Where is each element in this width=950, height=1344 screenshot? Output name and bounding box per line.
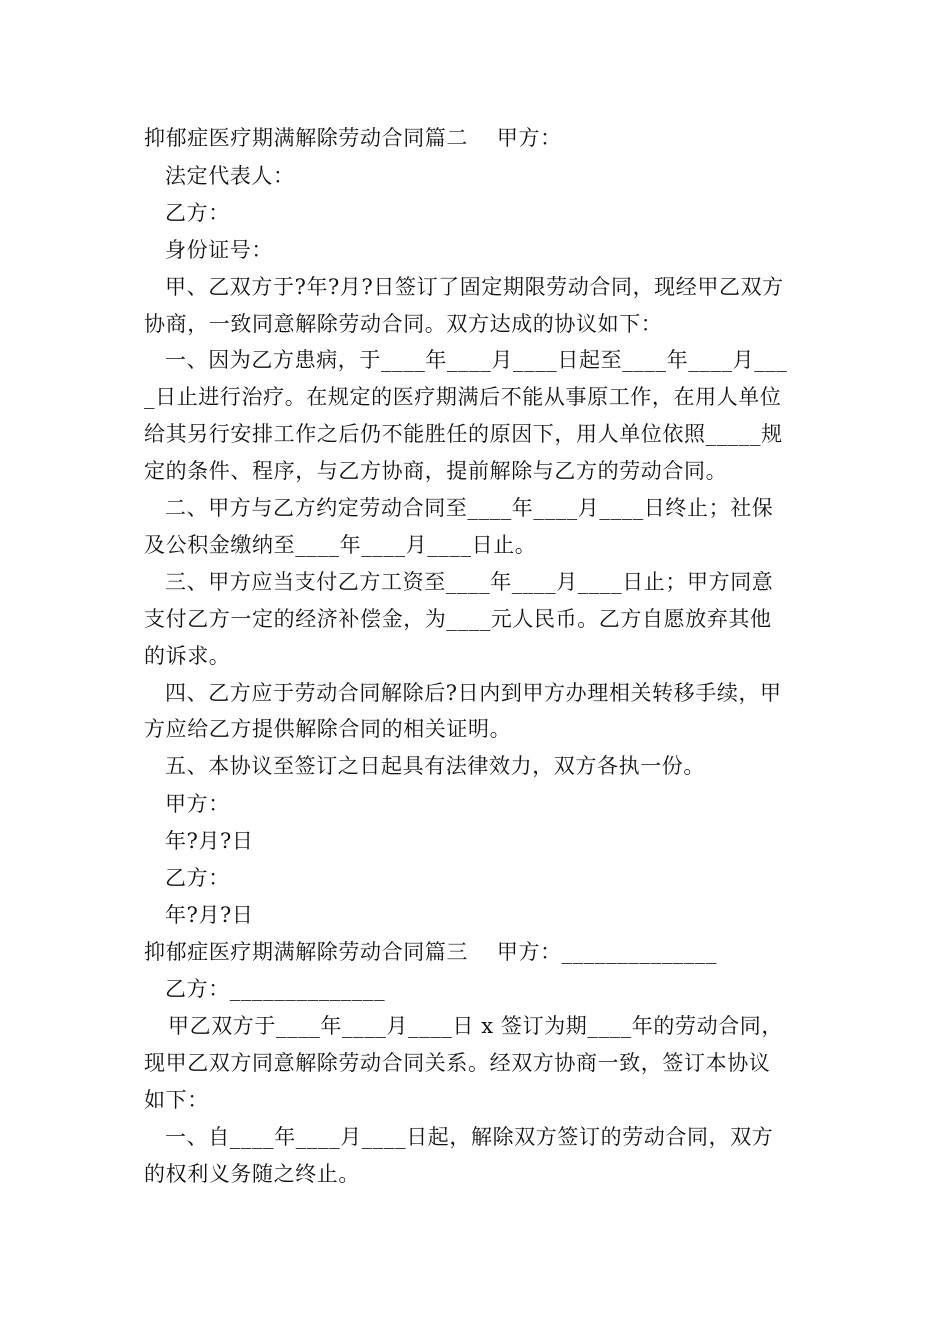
section-heading-part-three: 抑郁症医疗期满解除劳动合同篇三 甲方：______________ (144, 940, 718, 964)
clause-one-line: _日止进行治疗。在规定的医疗期满后不能从事原工作，在用人单位 (144, 385, 782, 409)
paragraph-line: 甲乙双方于____年____月____日 x 签订为期____年的劳动合同， (168, 1014, 783, 1038)
clause-three-line: 三、甲方应当支付乙方工资至____年____月____日止；甲方同意 (165, 570, 774, 594)
clause-one-line: 给其另行安排工作之后仍不能胜任的原因下，用人单位依照_____规 (144, 422, 783, 446)
paragraph-line: 甲、乙双方于?年?月?日签订了固定期限劳动合同，现经甲乙双方 (165, 275, 784, 299)
clause-one-line: 一、自____年____月____日起，解除双方签订的劳动合同，双方 (165, 1125, 774, 1149)
clause-one-line: 定的条件、程序，与乙方协商，提前解除与乙方的劳动合同。 (144, 459, 728, 483)
party-b-line: 乙方：______________ (165, 977, 386, 1001)
clause-three-line: 支付乙方一定的经济补偿金，为____元人民币。乙方自愿放弃其他 (144, 607, 772, 631)
clause-one-line: 的权利义务随之终止。 (144, 1162, 360, 1186)
clause-one-line: 一、因为乙方患病，于____年____月____日起至____年____月___ (165, 348, 788, 372)
paragraph-line: 现甲乙双方同意解除劳动合同关系。经双方协商一致，签订本协议 (144, 1051, 771, 1075)
paragraph-line: 如下： (144, 1088, 209, 1112)
signature-party-a: 甲方： (165, 792, 230, 816)
clause-four-line: 方应给乙方提供解除合同的相关证明。 (144, 717, 512, 741)
clause-five-line: 五、本协议至签订之日起具有法律效力，双方各执一份。 (165, 754, 705, 778)
clause-three-line: 的诉求。 (144, 644, 231, 668)
clause-two-line: 及公积金缴纳至____年____月____日止。 (144, 533, 537, 557)
paragraph-line: 协商，一致同意解除劳动合同。双方达成的协议如下： (144, 312, 663, 336)
party-b-line: 乙方： (165, 201, 230, 225)
section-heading-part-two: 抑郁症医疗期满解除劳动合同篇二 甲方： (144, 126, 562, 150)
signature-party-b: 乙方： (165, 866, 230, 890)
legal-representative-line: 法定代表人： (165, 164, 295, 188)
signature-date: 年?月?日 (165, 903, 254, 927)
clause-two-line: 二、甲方与乙方约定劳动合同至____年____月____日终止；社保 (165, 496, 774, 520)
id-number-line: 身份证号： (165, 238, 273, 262)
clause-four-line: 四、乙方应于劳动合同解除后?日内到甲方办理相关转移手续，甲 (165, 681, 782, 705)
signature-date: 年?月?日 (165, 829, 254, 853)
